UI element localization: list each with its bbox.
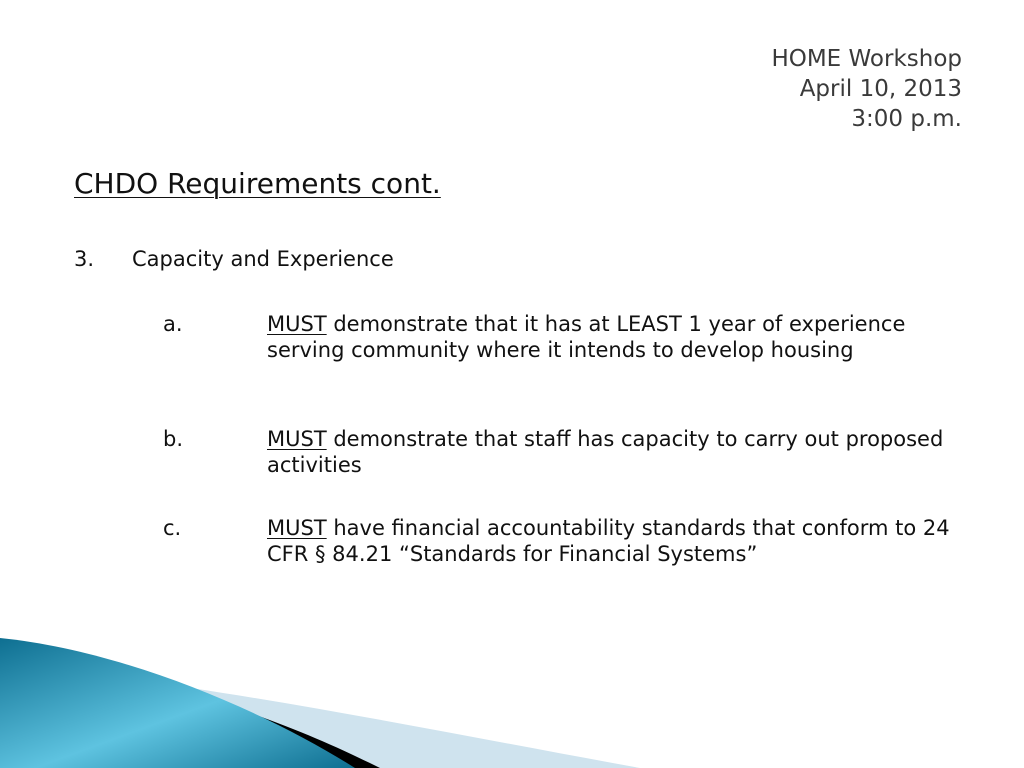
section-label: Capacity and Experience [132,247,394,271]
list-item-keyword: MUST [267,312,327,336]
list-item-body [267,515,957,567]
section-number: 3. [74,247,95,271]
list-item-body [267,311,957,363]
list-item-keyword: MUST [267,427,327,451]
list-item-letter: a. [163,312,183,336]
list-item-letter: b. [163,427,184,451]
slide-title: CHDO Requirements cont. [74,167,441,200]
list-item-keyword: MUST [267,516,327,540]
blue-wedge-shape [0,638,355,768]
list-item-text: have financial accountability standards that conform to 24 CFR § 84.21 “Standards for Financial Systems” [267,516,950,566]
header-workshop-name: HOME Workshop [771,46,962,72]
header-date: April 10, 2013 [799,76,962,102]
slide-header [771,44,962,134]
list-item-body [267,426,957,478]
header-time: 3:00 p.m. [851,106,962,132]
list-item-letter: c. [163,516,182,540]
list-item-text: demonstrate that staff has capacity to carry out proposed activities [267,427,944,477]
decorative-wave-band [0,638,1024,768]
section-heading [74,245,394,273]
list-item-text: demonstrate that it has at LEAST 1 year of experience serving community where it intends to develop housing [267,312,906,362]
